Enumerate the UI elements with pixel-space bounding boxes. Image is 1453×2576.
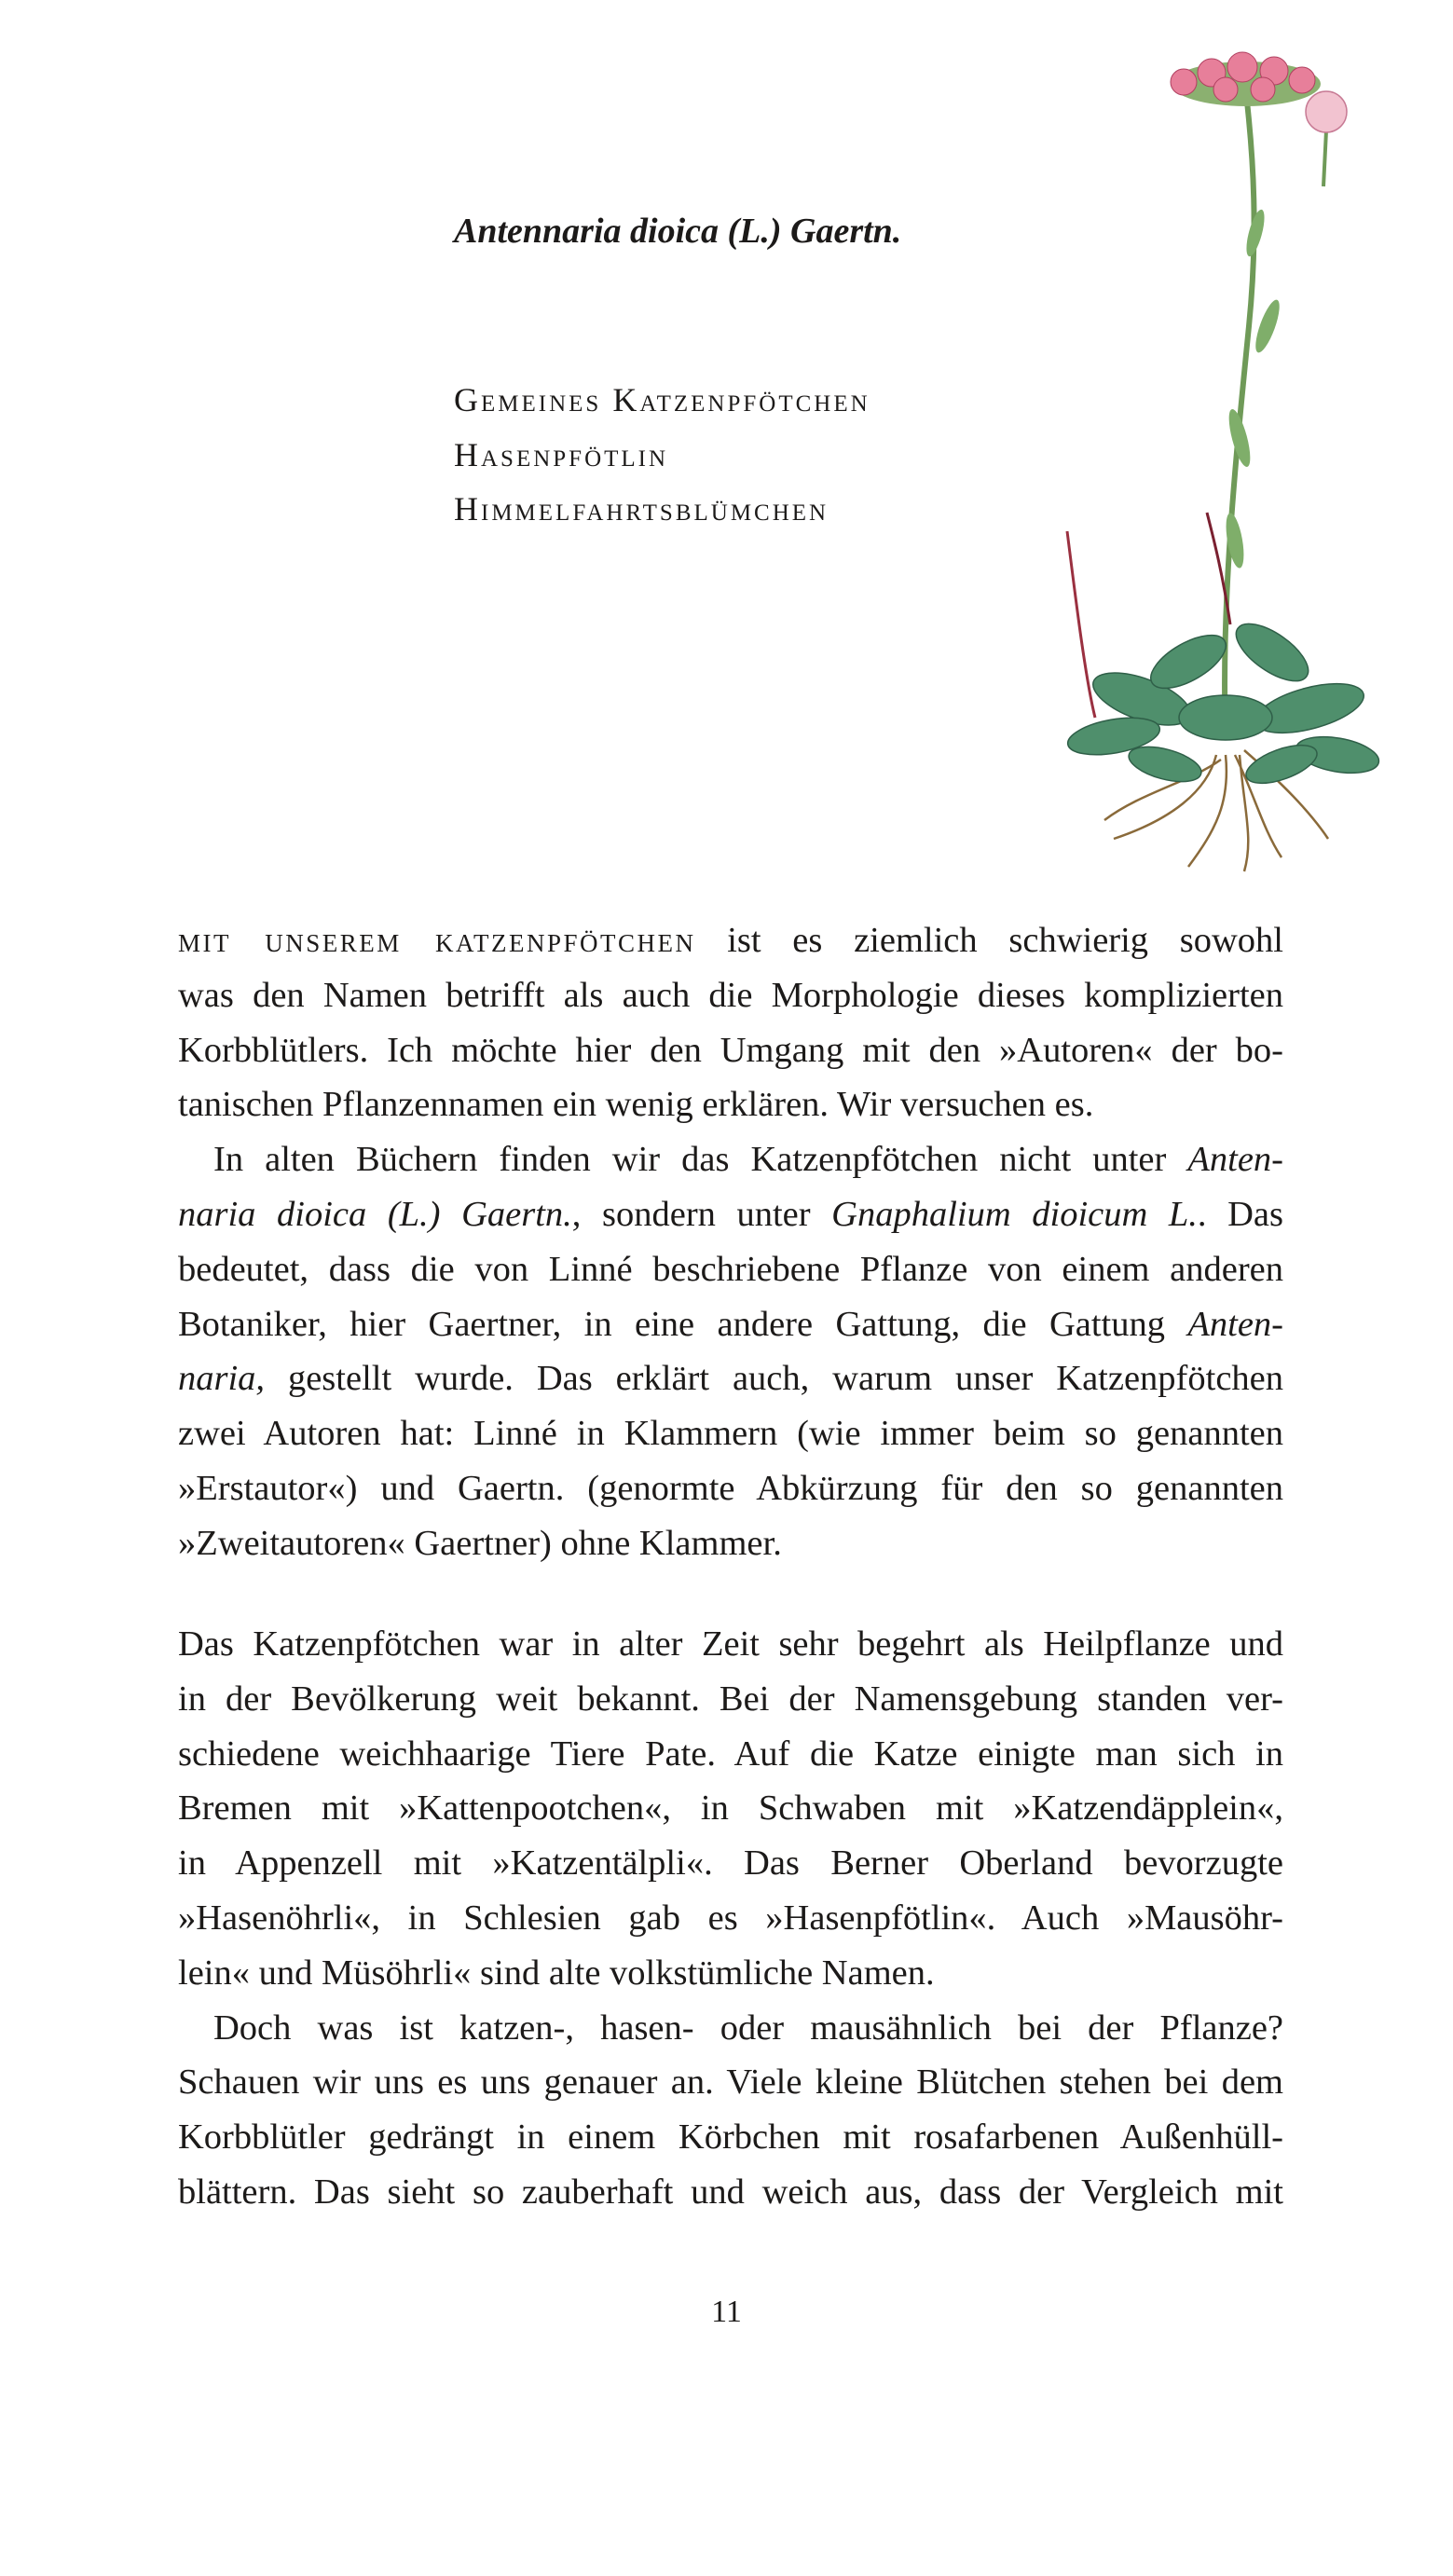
- leaf-rosette: [1065, 613, 1382, 791]
- italic-text: naria,: [178, 1359, 266, 1399]
- text-line: [178, 1406, 1283, 1461]
- text-line: [178, 1672, 1283, 1727]
- text-line: [178, 1516, 1283, 1571]
- text-segment: schiedene weichhaarige Tiere Pate. Auf die Katze einigte man sich in: [178, 1733, 1283, 1774]
- text-segment: Korbblütlers. Ich möchte hier den Umgang mit den »Autoren« der bo-: [178, 1030, 1283, 1070]
- italic-text: Gnaphalium dioicum L.: [831, 1194, 1198, 1234]
- text-line: [178, 2055, 1283, 2110]
- text-line: [178, 1023, 1283, 1078]
- text-segment: »Hasenöhrli«, in Schlesien gab es »Hasenpfötlin«. Auch »Mausöhr-: [178, 1898, 1283, 1938]
- small-caps-lead: mit unserem katzenpfötchen: [178, 921, 696, 960]
- text-line: [178, 1946, 1283, 2001]
- text-segment: ist es ziemlich schwierig sowohl: [695, 921, 1284, 960]
- text-line: [178, 1461, 1283, 1516]
- text-line: [178, 1077, 1283, 1132]
- text-line: [178, 1781, 1283, 1836]
- text-segment: zwei Autoren hat: Linné in Klammern (wie immer beim so genannten: [178, 1414, 1283, 1454]
- text-segment: In alten Büchern finden wir das Katzenpfötchen nicht unter: [213, 1140, 1188, 1180]
- text-segment: blättern. Das sieht so zauberhaft und weich aus, dass der Vergleich mit: [178, 2172, 1283, 2212]
- text-line: [178, 2165, 1283, 2220]
- text-line: [178, 1836, 1283, 1891]
- text-line: [178, 1242, 1283, 1297]
- text-line: [178, 2001, 1283, 2056]
- text-segment: Botaniker, hier Gaertner, in eine andere Gattung, die Gattung: [178, 1304, 1188, 1344]
- text-line: [178, 968, 1283, 1023]
- text-line: [178, 1351, 1283, 1406]
- plant-illustration: [1002, 47, 1431, 876]
- text-segment: Das Katzenpfötchen war in alter Zeit sehr begehrt als Heilpflanze und: [178, 1624, 1283, 1664]
- text-segment: »Zweitautoren« Gaertner) ohne Klammer.: [178, 1523, 782, 1563]
- text-line: [178, 2110, 1283, 2165]
- text-segment: . Das: [1197, 1194, 1284, 1234]
- text-segment: bedeutet, dass die von Linné beschriebene Pflanze von einem anderen: [178, 1249, 1283, 1289]
- text-section-1: [178, 913, 1283, 1571]
- common-name: Hasenpfötlin: [454, 435, 669, 473]
- common-names: [454, 373, 870, 537]
- italic-text: Anten-: [1187, 1140, 1283, 1180]
- text-segment: Schauen wir uns es uns genauer an. Viele kleine Blütchen stehen bei dem: [178, 2062, 1283, 2103]
- text-segment: in Appenzell mit »Katzentälpli«. Das Berner Oberland bevorzugte: [178, 1843, 1283, 1884]
- text-segment: , sondern unter: [571, 1194, 832, 1234]
- text-line: [178, 1297, 1283, 1352]
- text-section-2: [178, 1617, 1283, 2220]
- text-line: [178, 1727, 1283, 1782]
- text-line: [178, 1617, 1283, 1672]
- text-segment: tanischen Pflanzennamen ein wenig erklären. Wir versuchen es.: [178, 1085, 1094, 1125]
- common-name: Gemeines Katzenpfötchen: [454, 381, 870, 418]
- text-segment: »Erstautor«) und Gaertn. (genormte Abkürzung für den so genannten: [178, 1468, 1283, 1508]
- text-segment: Bremen mit »Kattenpootchen«, in Schwaben mit »Katzendäpplein«,: [178, 1788, 1283, 1829]
- common-name: Himmelfahrtsblümchen: [454, 490, 829, 528]
- flower-heads: [1171, 52, 1347, 186]
- text-segment: gestellt wurde. Das erklärt auch, warum unser Katzenpfötchen: [265, 1359, 1283, 1399]
- text-segment: lein« und Müsöhrli« sind alte volkstümliche Namen.: [178, 1953, 935, 1993]
- page-number: 11: [711, 2295, 742, 2329]
- text-segment: was den Namen betrifft als auch die Morphologie dieses komplizierten: [178, 975, 1283, 1015]
- text-line: [178, 1187, 1283, 1242]
- italic-text: Anten-: [1187, 1304, 1283, 1344]
- text-segment: Doch was ist katzen-, hasen- oder mausähnlich bei der Pflanze?: [213, 2007, 1283, 2048]
- botanical-name-heading: Antennaria dioica (L.) Gaertn.: [454, 212, 902, 251]
- text-line: [178, 913, 1283, 968]
- text-segment: in der Bevölkerung weit bekannt. Bei der Namensgebung standen ver-: [178, 1679, 1283, 1719]
- text-segment: Korbblütler gedrängt in einem Körbchen mit rosafarbenen Außenhüll-: [178, 2117, 1283, 2158]
- italic-text: naria dioica (L.) Gaertn.: [178, 1194, 572, 1234]
- text-line: [178, 1891, 1283, 1946]
- text-line: [178, 1132, 1283, 1187]
